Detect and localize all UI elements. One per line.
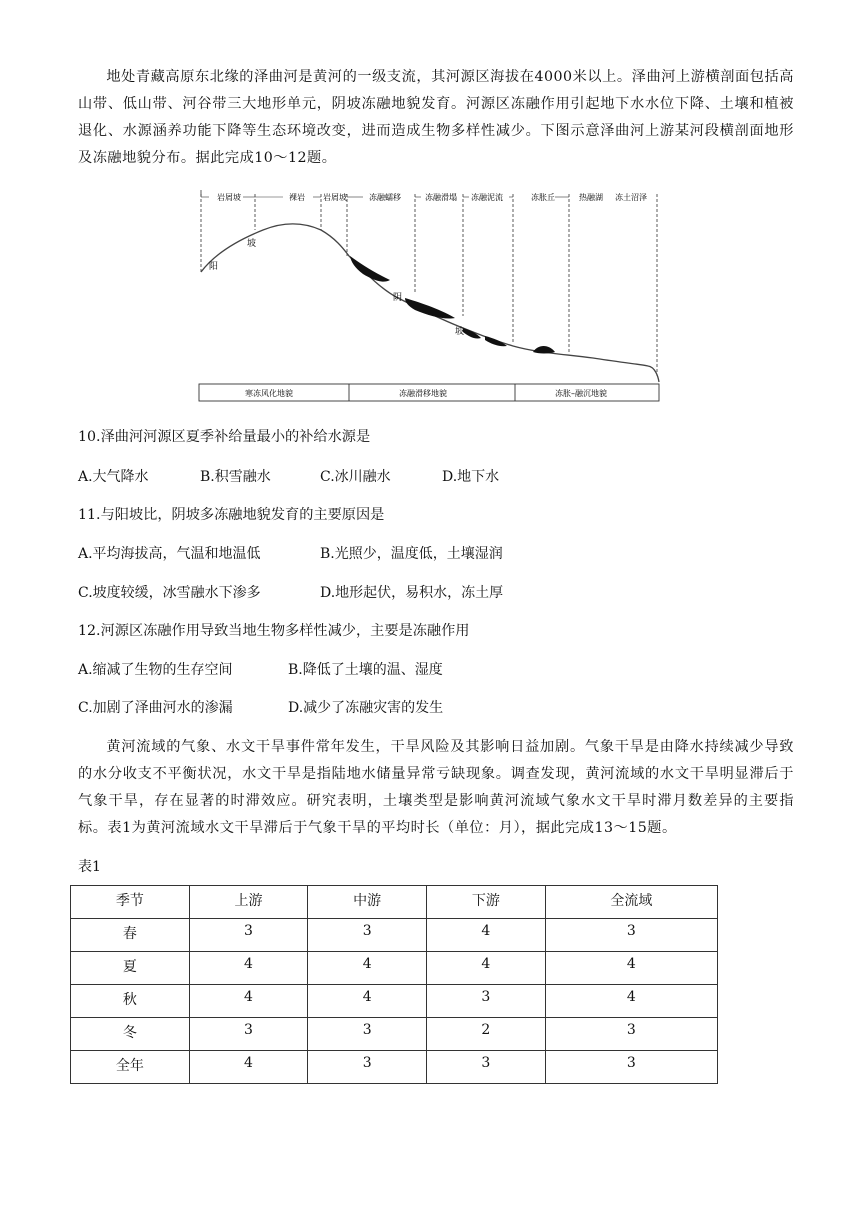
terrain-profile [201,224,659,382]
label-rock-debris-2: 岩屑坡 [323,193,347,202]
table-cell: 4 [189,985,308,1018]
bottom-label-heave-settle: 冻胀–融沉地貌 [555,389,607,398]
header-cell: 中游 [308,886,427,919]
q10-option-a: A.大气降水 [78,469,149,485]
table-row [71,985,718,1018]
table-cell: 4 [427,952,546,985]
table-cell: 4 [545,952,717,985]
q10-option-b: B.积雪融水 [200,469,271,485]
label-freeze-slump: 冻融滑塌 [425,193,457,202]
table-cell: 2 [427,1018,546,1051]
table-row [71,919,718,952]
intro2-paragraph: 黄河流域的气象、水文干旱事件常年发生，干旱风险及其影响日益加剧。气象干旱是由降水持续减少导致的水分收支不平衡状况，水文干旱是指陆地水储量异常亏缺现象。调查发现，黄河流域的水文干旱明显滞后于气象干旱，存在显著的时滞效应。研究表明，土壤类型是影响黄河流域气象水文干旱时滞月数差异的主要指标。表1为黄河流域水文干旱滞后于气象干旱的平均时长（单位：月），据此完成13～15题。 [78,739,794,836]
shady-char: 阴 [393,293,403,303]
table-cell: 3 [427,1051,546,1084]
table-cell: 3 [308,1018,427,1051]
table-cell: 3 [545,1018,717,1051]
cross-section-figure [193,186,663,406]
table-cell: 3 [308,919,427,952]
bottom-label-freeze-slide: 冻融滑移地貌 [399,389,447,398]
frozen-deposits [350,256,555,354]
label-bare-rock: 裸岩 [289,193,305,202]
table-cell: 3 [427,985,546,1018]
slope-char-1: 坡 [247,239,257,249]
table-cell: 3 [189,919,308,952]
header-cell: 上游 [189,886,308,919]
q11-option-d: D.地形起伏，易积水，冻土厚 [320,585,504,601]
table-row [71,1018,718,1051]
table-cell: 4 [308,985,427,1018]
table-cell: 秋 [71,985,190,1018]
label-permafrost-swamp: 冻土沼泽 [615,193,647,202]
q11-option-a: A.平均海拔高，气温和地温低 [78,546,261,562]
q10-option-c: C.冰川融水 [320,469,391,485]
table-row [71,952,718,985]
table-cell: 4 [427,919,546,952]
table-cell: 3 [545,919,717,952]
table-cell: 全年 [71,1051,190,1084]
question-11-stem: 11.与阳坡比，阴坡多冻融地貌发育的主要原因是 [78,507,385,523]
table-cell: 3 [189,1018,308,1051]
label-thermokarst-lake: 热融湖 [579,193,603,202]
table-row [71,1051,718,1084]
sunny-char: 阳 [209,262,219,272]
table-cell: 4 [545,985,717,1018]
header-cell: 下游 [427,886,546,919]
table-cell: 4 [189,952,308,985]
question-12-stem: 12.河源区冻融作用导致当地生物多样性减少，主要是冻融作用 [78,623,470,639]
label-freeze-creep: 冻融蠕移 [369,193,401,202]
q12-option-a: A.缩减了生物的生存空间 [78,662,233,678]
table-cell: 3 [308,1051,427,1084]
table-cell: 4 [308,952,427,985]
q12-option-c: C.加剧了泽曲河水的渗漏 [78,700,233,716]
table-cell: 冬 [71,1018,190,1051]
header-cell: 季节 [71,886,190,919]
label-frost-mound: 冻胀丘 [531,193,555,202]
q11-option-b: B.光照少，温度低，土壤湿润 [320,546,503,562]
table-cell: 春 [71,919,190,952]
q12-option-d: D.减少了冻融灾害的发生 [288,700,444,716]
drought-lag-table [70,885,718,1084]
question-10-stem: 10.泽曲河河源区夏季补给量最小的补给水源是 [78,429,371,445]
q12-option-b: B.降低了土壤的温、湿度 [288,662,443,678]
bottom-label-frost-weathering: 寒冻风化地貌 [245,389,293,398]
table-cell: 3 [545,1051,717,1084]
slope-char-2: 坡 [455,327,465,337]
label-freeze-mudflow: 冻融泥流 [471,193,503,202]
label-rock-debris-1: 岩屑坡 [217,193,241,202]
table-header-row [71,886,718,919]
table-cell: 夏 [71,952,190,985]
q10-option-d: D.地下水 [442,469,500,485]
table-title: 表1 [78,859,101,875]
intro-paragraph: 地处青藏高原东北缘的泽曲河是黄河的一级支流，其河源区海拔在4000米以上。泽曲河上游横剖面包括高山带、低山带、河谷带三大地形单元，阴坡冻融地貌发育。河源区冻融作用引起地下水水位下降、土壤和植被退化、水源涵养功能下降等生态环境改变，进而造成生物多样性减少。下图示意泽曲河上游某河段横剖面地形及冻融地貌分布。据此完成10～12题。 [78,69,794,166]
table-cell: 4 [189,1051,308,1084]
q11-option-c: C.坡度较缓，冰雪融水下渗多 [78,585,261,601]
header-cell: 全流域 [545,886,717,919]
